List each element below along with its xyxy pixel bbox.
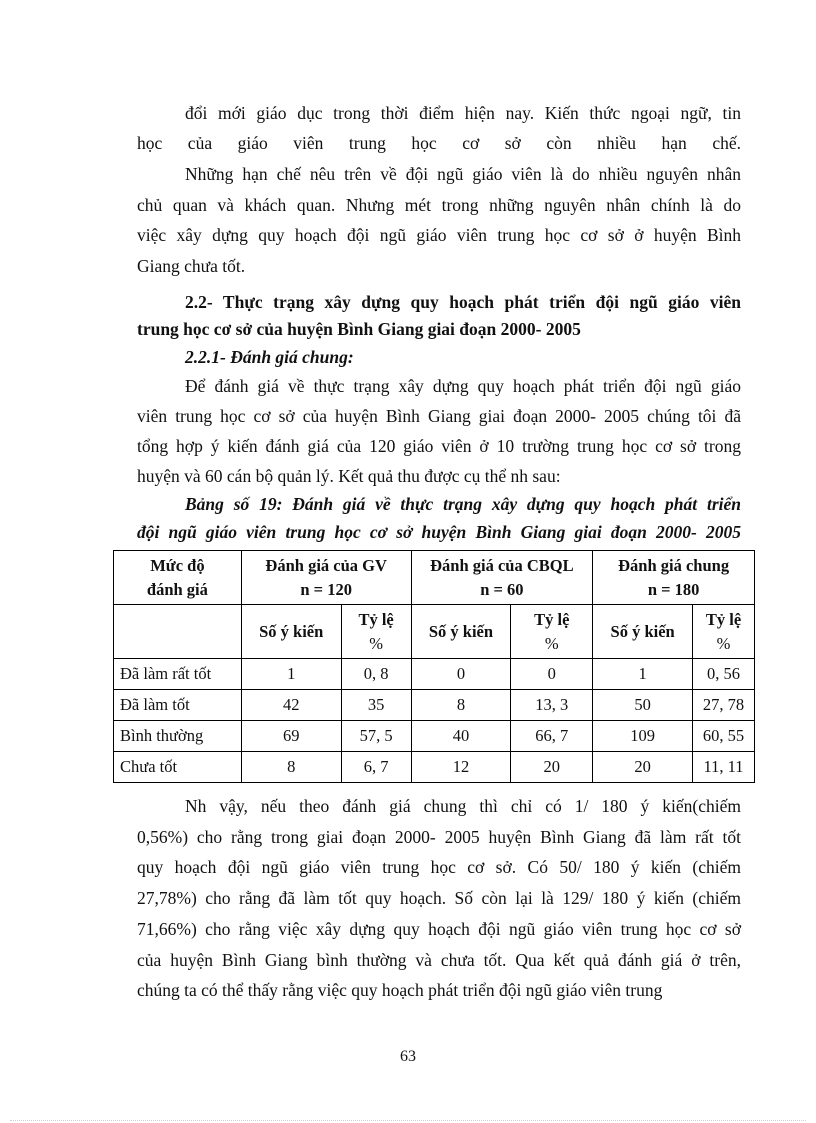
percent-header: Tỷ lệ % xyxy=(511,605,593,659)
table-cell: 11, 11 xyxy=(693,752,755,783)
table-cell: 60, 55 xyxy=(693,721,755,752)
paragraph-line: của huyện Bình Giang bình thường và chưa tốt. Qua kết quả đánh giá ở trên, xyxy=(137,950,741,970)
subsection-heading: 2.2.1- Đánh giá chung: xyxy=(185,347,354,367)
table-cell: 0, 56 xyxy=(693,659,755,690)
table-cell: 40 xyxy=(411,721,511,752)
paragraph-line: 71,66%) cho rằng việc xây dựng quy hoạch đội ngũ giáo viên trung học cơ sở xyxy=(137,919,741,939)
table-cell: 50 xyxy=(593,690,693,721)
table-cell: 1 xyxy=(593,659,693,690)
count-header: Số ý kiến xyxy=(593,605,693,659)
table-cell: 109 xyxy=(593,721,693,752)
table-cell: 27, 78 xyxy=(693,690,755,721)
group-header-chung: Đánh giá chung n = 180 xyxy=(593,551,755,605)
table-cell: 0, 8 xyxy=(341,659,411,690)
row-label: Đã làm rất tốt xyxy=(114,659,242,690)
table-row xyxy=(114,752,755,783)
paragraph-line: Những hạn chế nêu trên về đội ngũ giáo viên là do nhiều nguyên nhân xyxy=(185,164,741,184)
table-cell: 20 xyxy=(593,752,693,783)
page-number: 63 xyxy=(400,1048,416,1065)
table-cell: 42 xyxy=(241,690,341,721)
table-cell: 35 xyxy=(341,690,411,721)
table-row xyxy=(114,721,755,752)
table-subheader-row xyxy=(114,605,755,659)
table-cell: 6, 7 xyxy=(341,752,411,783)
table-header-row xyxy=(114,551,755,605)
table-row xyxy=(114,659,755,690)
table-cell: 66, 7 xyxy=(511,721,593,752)
table-caption: Bảng số 19: Đánh giá về thực trạng xây dựng quy hoạch phát triển xyxy=(185,494,741,514)
section-heading: trung học cơ sở của huyện Bình Giang giai đoạn 2000- 2005 xyxy=(137,319,581,339)
paragraph-line: đổi mới giáo dục trong thời điểm hiện nay. Kiến thức ngoại ngữ, tin xyxy=(185,103,741,123)
paragraph-line: việc xây dựng quy hoạch đội ngũ giáo viên trung học cơ sở ở huyện Bình xyxy=(137,225,741,245)
paragraph-line: tổng hợp ý kiến đánh giá của 120 giáo viên ở 10 trường trung học cơ sở trong xyxy=(137,436,741,456)
corner-header: Mức độ đánh giá xyxy=(114,551,242,605)
table-cell: 1 xyxy=(241,659,341,690)
table-cell: 0 xyxy=(411,659,511,690)
table-cell: 57, 5 xyxy=(341,721,411,752)
table-cell: 8 xyxy=(241,752,341,783)
paragraph-line: Giang chưa tốt. xyxy=(137,256,246,276)
row-label: Chưa tốt xyxy=(114,752,242,783)
table-cell: 8 xyxy=(411,690,511,721)
table-cell: 13, 3 xyxy=(511,690,593,721)
row-label: Đã làm tốt xyxy=(114,690,242,721)
evaluation-table xyxy=(113,550,755,783)
paragraph-line: viên trung học cơ sở của huyện Bình Giang giai đoạn 2000- 2005 chúng tôi đã xyxy=(137,406,741,426)
paragraph-line: chủ quan và khách quan. Nhưng mét trong những nguyên nhân chính là do xyxy=(137,195,741,215)
percent-header: Tỷ lệ % xyxy=(693,605,755,659)
count-header: Số ý kiến xyxy=(241,605,341,659)
group-header-gv: Đánh giá của GV n = 120 xyxy=(241,551,411,605)
paragraph-line: 0,56%) cho rằng trong giai đoạn 2000- 2005 huyện Bình Giang đã làm rất tốt xyxy=(137,827,741,847)
group-header-cbql: Đánh giá của CBQL n = 60 xyxy=(411,551,593,605)
table-caption: đội ngũ giáo viên trung học cơ sở huyện Bình Giang giai đoạn 2000- 2005 xyxy=(137,522,741,542)
paragraph-line: huyện và 60 cán bộ quản lý. Kết quả thu được cụ thể nh sau: xyxy=(137,466,561,486)
paragraph-line: chúng ta có thể thấy rằng việc quy hoạch phát triển đội ngũ giáo viên trung xyxy=(137,980,663,1000)
paragraph-line: 27,78%) cho rằng đã làm tốt quy hoạch. Số còn lại là 129/ 180 ý kiến (chiếm xyxy=(137,888,741,908)
paragraph-line: quy hoạch đội ngũ giáo viên trung học cơ sở. Có 50/ 180 ý kiến (chiếm xyxy=(137,857,741,877)
count-header: Số ý kiến xyxy=(411,605,511,659)
percent-header: Tỷ lệ % xyxy=(341,605,411,659)
empty-header-cell xyxy=(114,605,242,659)
page-bottom-divider xyxy=(10,1120,806,1121)
section-heading: 2.2- Thực trạng xây dựng quy hoạch phát triển đội ngũ giáo viên xyxy=(185,292,741,312)
table-cell: 0 xyxy=(511,659,593,690)
paragraph-line: Nh vậy, nếu theo đánh giá chung thì chỉ có 1/ 180 ý kiến(chiếm xyxy=(185,796,741,816)
table-cell: 20 xyxy=(511,752,593,783)
table-cell: 12 xyxy=(411,752,511,783)
table-row xyxy=(114,690,755,721)
table-cell: 69 xyxy=(241,721,341,752)
paragraph-line: học của giáo viên trung học cơ sở còn nhiều hạn chế. xyxy=(137,133,741,153)
row-label: Bình thường xyxy=(114,721,242,752)
paragraph-line: Để đánh giá về thực trạng xây dựng quy hoạch phát triển đội ngũ giáo xyxy=(185,376,741,396)
